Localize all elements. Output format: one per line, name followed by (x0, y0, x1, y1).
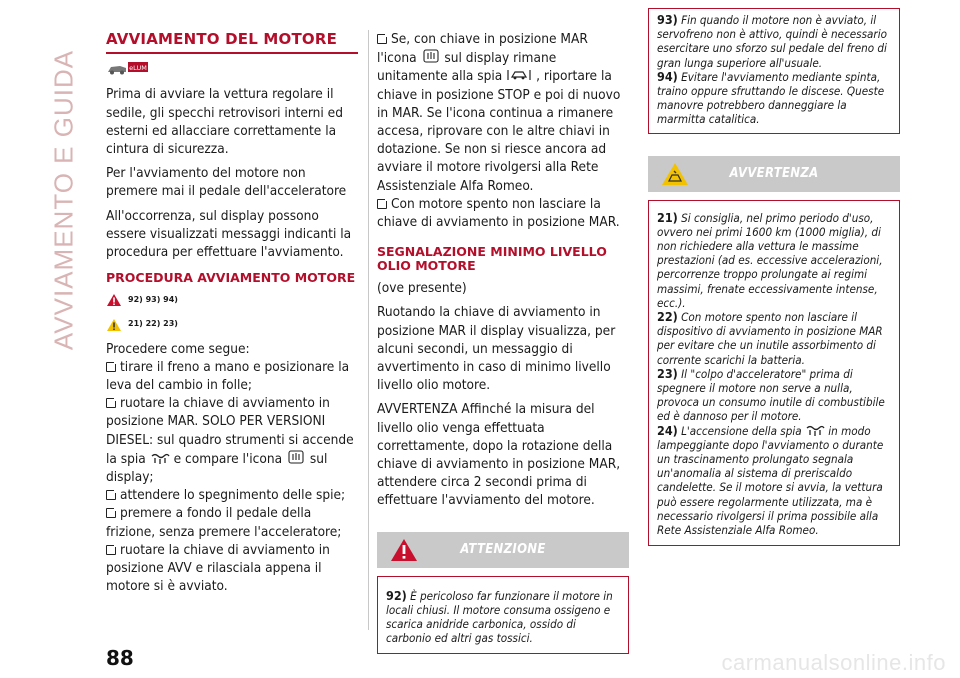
oil-paragraph: Ruotando la chiave di avviamento in posizione MAR il display visualizza, per alcuni secondi, un messaggio di avvertimento in caso di minimo livello livello olio motore. (377, 304, 616, 394)
column-3 (648, 12, 900, 546)
glow-plug-icon (805, 425, 825, 437)
warning-refs-text: 92) 93) 94) (128, 295, 178, 305)
procedure-intro: Procedere come segue: (106, 340, 250, 357)
column-1 (106, 30, 358, 595)
note-21: 21) Si consiglia, nel primo periodo d'uso, ovvero nei primi 1600 km (1000 miglia), di non richiedere alla vettura le massime prestazioni (ad es. eccessive accelerazioni, percorrenze troppo prolungate ai regimi massimi, frenate eccessivamente intense, ecc.). (657, 209, 883, 310)
caution-triangle-icon (660, 161, 690, 187)
chapter-side-title-text: AVVIAMENTO E GUIDA (48, 49, 79, 351)
bullet-icon (106, 398, 116, 408)
watermark: carmanualsonline.info (721, 650, 946, 675)
column-2 (377, 30, 629, 654)
attention-banner-text: ATTENZIONE (460, 541, 546, 557)
bullet-icon (106, 545, 116, 555)
step-3: attendere lo spegnimento delle spie; (106, 486, 358, 504)
immobilizer-key-icon (506, 68, 532, 82)
notes-93-94 (648, 8, 900, 134)
intro-paragraph-1: Prima di avviare la vettura regolare il sedile, gli specchi retrovisori interni ed esterni ed allacciare correttamente la cintura di sicurezza. (106, 86, 343, 158)
bullet-icon-persistent: Se, con chiave in posizione MAR l'icona sul display rimane unitamente alla spia , riportare la chiave in posizione STOP e poi di nuovo in MAR. Se l'icona continua a rimanere accesa, riprovare con le altre chiavi in dotazione. Se non si riesce ancora ad avviare il motore rivolgersi alla Rete Assistenziale Alfa Romeo. (377, 31, 621, 194)
caution-refs-text: 21) 22) 23) (128, 319, 178, 329)
advertenza-banner-text: AVVERTENZA (729, 165, 819, 181)
warning-triangle-icon (389, 537, 419, 563)
bullet-key-mar: Con motore spento non lasciare la chiave di avviamento in posizione MAR. (377, 195, 620, 231)
step-2: ruotare la chiave di avviamento in posizione MAR. SOLO PER VERSIONI DIESEL: sul quadro strumenti si accende la spia e compare l'icona sul display; (106, 395, 354, 486)
intro-paragraph-2: Per l'avviamento del motore non premere mai il pedale dell'acceleratore (106, 165, 347, 200)
note-24: 24) L'accensione della spia in modo lampeggiante dopo l'avviamento o durante un trascinamento prolungato segnala un'anomalia al sistema di preriscaldo candelette. Se il motore si avvia, la vettura può essere regolarmente utilizzata, ma è necessario rivolgersi il prima possibile alla Rete Assistenziale Alfa Romeo. (657, 422, 884, 538)
note-23: 23) Il "colpo d'acceleratore" prima di spegnere il motore non serve a nulla, provoca un consumo inutile di combustibile ed è dannoso per il motore. (657, 365, 885, 424)
section-heading-procedure: PROCEDURA AVVIAMENTO MOTORE (106, 270, 356, 286)
page-title: AVVIAMENTO DEL MOTORE (106, 30, 358, 54)
oil-warning-paragraph: AVVERTENZA Affinché la misura del livello olio venga effettuata correttamente, dopo la rotazione della chiave di avviamento in posizione MAR, attendere circa 2 secondi prima di effettuare l'avviamento del motore. (377, 401, 621, 509)
note-93: 93) Fin quando il motore non è avviato, il servofreno non è attivo, quindi è necessario esercitare uno sforzo sul pedale del freno di gran lunga superiore all'usuale. (657, 12, 887, 70)
bullet-icon (106, 490, 116, 500)
oil-where-present: (ove presente) (377, 280, 467, 297)
notes-21-24 (648, 200, 900, 547)
clutch-pedal-icon (421, 48, 441, 64)
chapter-side-title (44, 20, 84, 380)
column-divider (368, 30, 369, 630)
section-heading-oil: SEGNALAZIONE MINIMO LIVELLO OLIO MOTORE (377, 244, 607, 274)
step-1: tirare il freno a mano e posizionare la leva del cambio in folle; (106, 358, 350, 394)
attention-banner (377, 532, 629, 568)
note-22: 22) Con motore spento non lasciare il dispositivo di avviamento in posizione MAR per evitare che un inutile assorbimento di corrente scarichi la batteria. (657, 309, 883, 367)
note-92: 92) È pericoloso far funzionare il motore in locali chiusi. Il motore consuma ossigeno e scarica anidride carbonica, ossido di carbonio ed altri gas tossici. (377, 576, 629, 655)
bullet-icon (106, 508, 116, 518)
warning-triangle-icon (106, 293, 122, 307)
caution-triangle-icon (106, 318, 122, 332)
warning-refs (106, 291, 358, 309)
elum-label: eLUM (129, 64, 147, 73)
car-elum-icon (106, 60, 150, 76)
step-5: ruotare la chiave di avviamento in posizione AVV e rilasciala appena il motore si è avviato. (106, 541, 330, 595)
intro-paragraph-3: All'occorrenza, sul display possono essere visualizzati messaggi indicanti la procedura per effettuare l'avviamento. (106, 207, 352, 261)
elum-tag (106, 60, 358, 81)
bullet-icon (377, 199, 387, 209)
step-4: premere a fondo il pedale della frizione, senza premere l'acceleratore; (106, 505, 342, 540)
bullet-icon (377, 34, 387, 44)
page-number: 88 (106, 646, 134, 670)
bullet-icon (106, 362, 116, 372)
glow-plug-icon (150, 453, 170, 465)
advertenza-banner (648, 156, 900, 192)
note-94: 94) Evitare l'avviamento mediante spinta, traino oppure sfruttando le discese. Queste manovre potrebbero danneggiare la marmitta catalitica. (657, 68, 885, 127)
caution-refs (106, 315, 358, 333)
clutch-pedal-icon (286, 449, 306, 465)
